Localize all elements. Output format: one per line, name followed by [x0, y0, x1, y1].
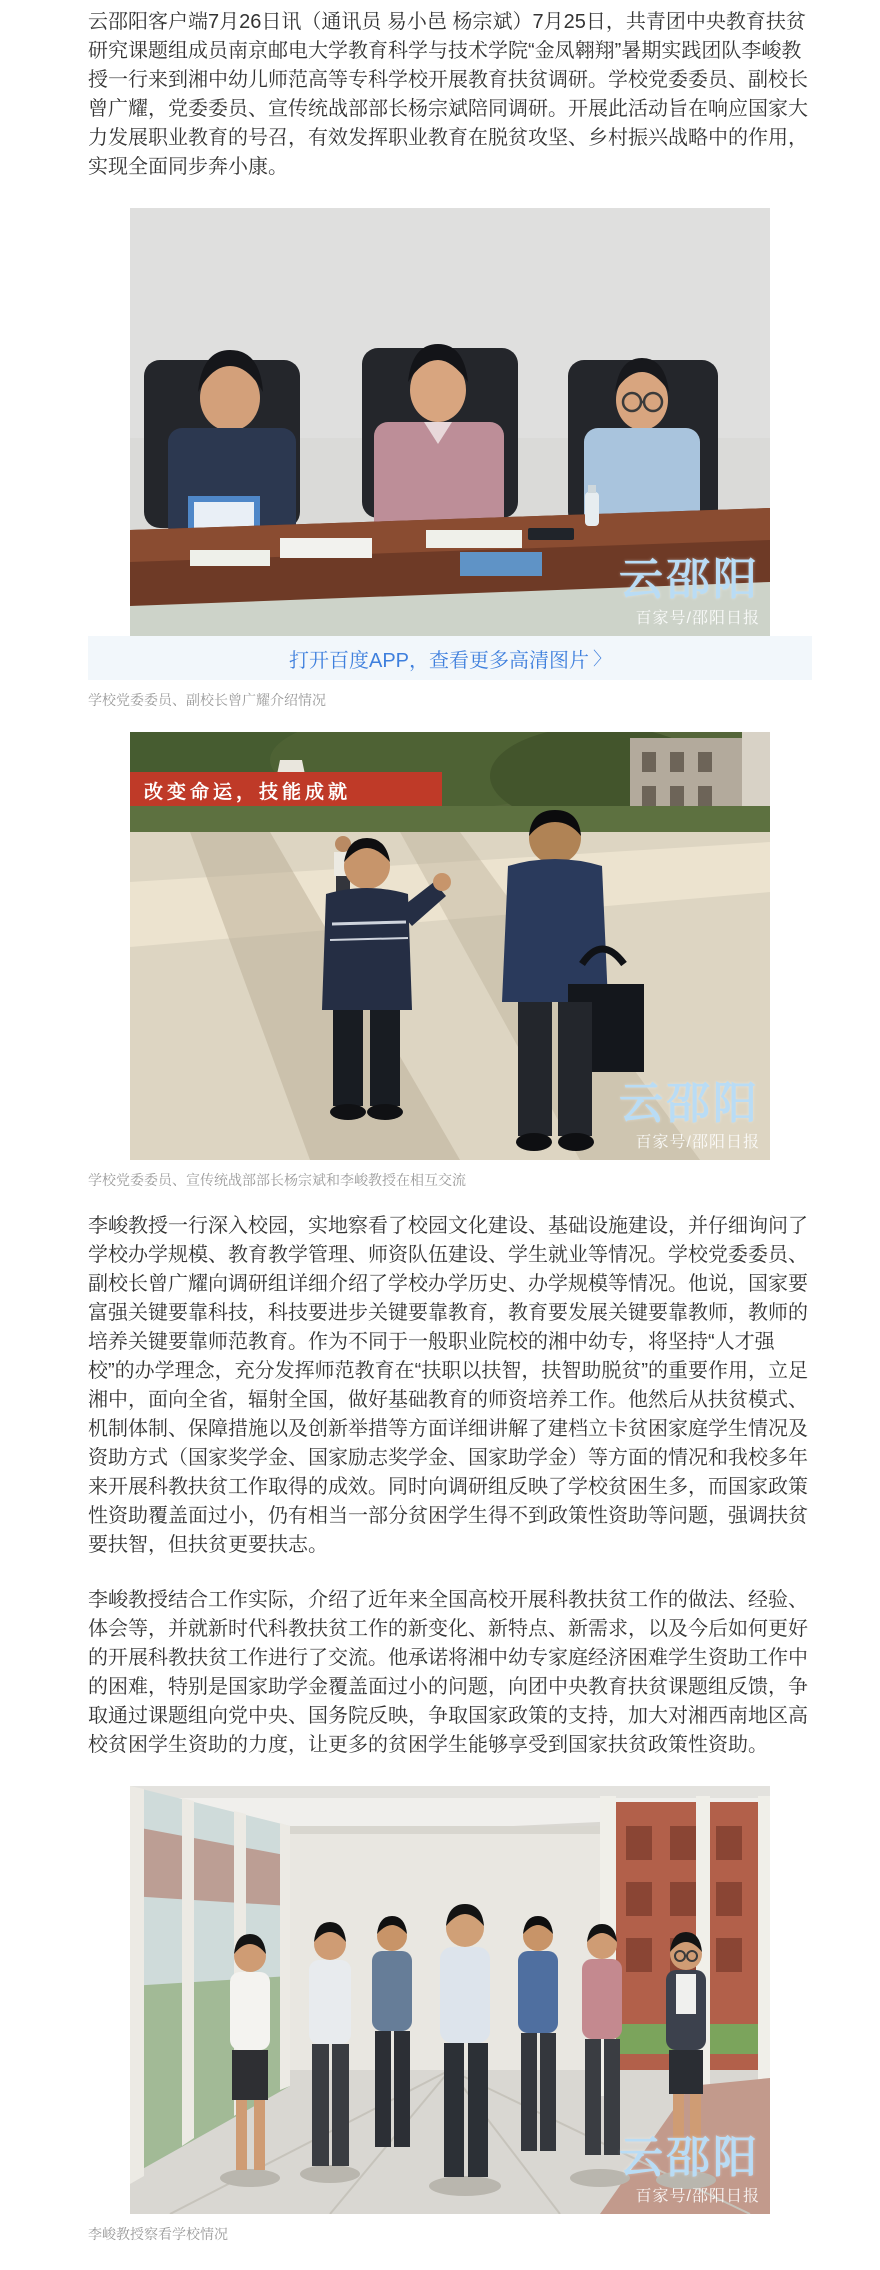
paragraph-visit: 李峻教授一行深入校园，实地察看了校园文化建设、基础设施建设，并仔细询问了学校办学规模、教育教学管理、师资队伍建设、学生就业等情况。学校党委委员、副校长曾广耀向调研组详细介绍了学校办学历史、办学规模等情况。他说，国家要富强关键要靠科技，科技要进步关键要靠教育，教育要发展关键要靠教师，教师的培养关键要靠师范教育。作为不同于一般职业院校的湘中幼专，将坚持“人才强校”的办学理念，充分发挥师范教育在“扶职以扶智，扶智助脱贫”的重要作用，立足湘中，面向全省，辐射全国，做好基础教育的师资培养工作。他然后从扶贫模式、机制体制、保障措施以及创新举措等方面详细讲解了建档立卡贫困家庭学生情况及资助方式（国家奖学金、国家励志奖学金、国家助学金）等方面的情况和我校多年来开展科教扶贫工作取得的成效。同时向调研组反映了学校贫困生多，而国家政策性资助覆盖面过小，仍有相当一部分贫困学生得不到政策性资助等问题，强调扶贫要扶智，但扶贫更要扶志。	[88, 1215, 808, 1556]
open-baidu-app-label: 打开百度APP，查看更多高清图片	[288, 649, 590, 672]
figure-corridor	[88, 1786, 812, 2244]
watermark-logo: 云邵阳	[619, 555, 760, 604]
photo-outdoor-conversation[interactable]	[130, 732, 770, 1160]
watermark-credit: 百家号/邵阳日报	[635, 2188, 760, 2205]
figure-meeting	[88, 208, 812, 710]
figure-conversation	[88, 732, 812, 1190]
conversation-photo-illustration	[130, 732, 770, 1160]
banner-slogan: 改变命运，技能成就	[144, 782, 352, 803]
watermark-logo: 云邵阳	[619, 1079, 760, 1128]
photo-caption: 学校党委委员、宣传统战部部长杨宗斌和李峻教授在相互交流	[88, 1172, 466, 1188]
chevron-right-icon: 〉	[593, 649, 612, 669]
paragraph-commitment: 李峻教授结合工作实际，介绍了近年来全国高校开展科教扶贫工作的做法、经验、体会等，并就新时代科教扶贫工作的新变化、新特点、新需求，以及今后如何更好的开展科教扶贫工作进行了交流。他承诺将湘中幼专家庭经济困难学生资助工作中的困难，特别是国家助学金覆盖面过小的问题，向团中央教育扶贫课题组反馈，争取通过课题组向党中央、国务院反映，争取国家政策的支持，加大对湘西南地区高校贫困学生资助的力度，让更多的贫困学生能够享受到国家扶贫政策性资助。	[88, 1589, 808, 1756]
watermark-credit: 百家号/邵阳日报	[635, 610, 760, 627]
open-baidu-app-bar[interactable]	[88, 636, 812, 680]
photo-caption: 李峻教授察看学校情况	[88, 2226, 228, 2242]
photo-meeting-room[interactable]	[130, 208, 770, 636]
red-banner	[130, 772, 442, 806]
photo-caption: 学校党委委员、副校长曾广耀介绍情况	[88, 692, 326, 708]
photo-corridor-walk[interactable]	[130, 1786, 770, 2214]
article-page	[88, 0, 812, 2244]
watermark-credit: 百家号/邵阳日报	[635, 1134, 760, 1151]
corridor-photo-illustration	[130, 1786, 770, 2214]
watermark-logo: 云邵阳	[619, 2133, 760, 2182]
paragraph-intro: 云邵阳客户端7月26日讯（通讯员 易小邑 杨宗斌）7月25日，共青团中央教育扶贫研究课题组成员南京邮电大学教育科学与技术学院“金凤翱翔”暑期实践团队李峻教授一行来到湘中幼儿师范高等专科学校开展教育扶贫调研。学校党委委员、副校长曾广耀，党委委员、宣传统战部部长杨宗斌陪同调研。开展此活动旨在响应国家大力发展职业教育的号召，有效发挥职业教育在脱贫攻坚、乡村振兴战略中的作用，实现全面同步奔小康。	[88, 11, 808, 178]
meeting-photo-illustration	[130, 208, 770, 636]
